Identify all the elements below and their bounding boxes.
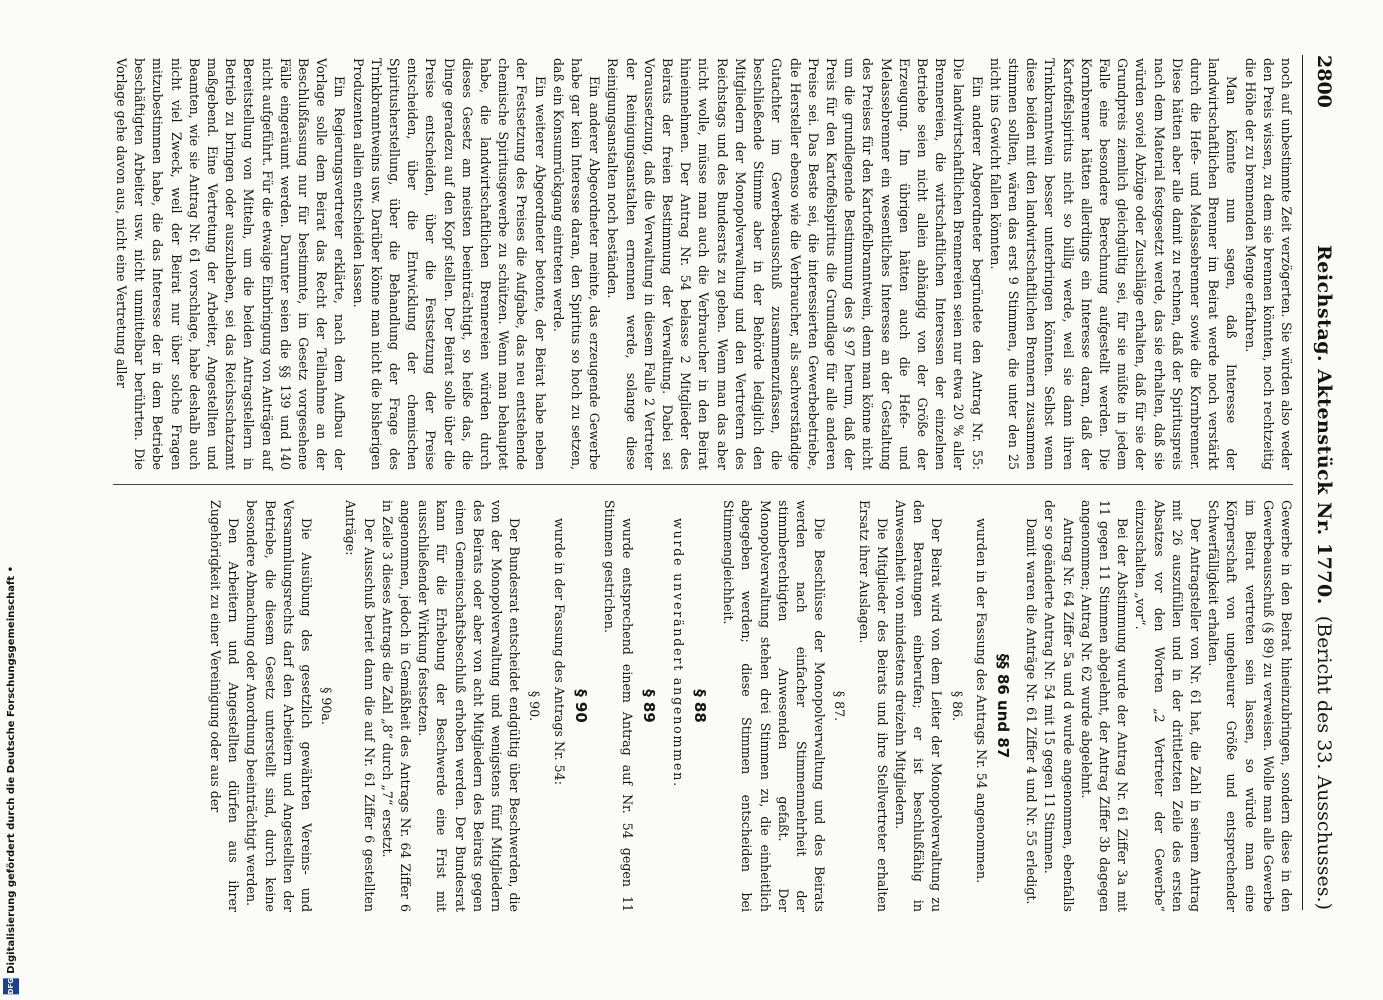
paragraph: Den Arbeitern und Angestellten dürfen aus ihrer Zugehörigkeit zu einer Vereinigung oder aus der	[208, 500, 242, 912]
paragraph: angenommen, jedoch in Gemäßheit des Antrags Nr. 64 Ziffer 6 in Zeile 3 dieses Antrags die Zahl „8“ durch „7“ ersetzt.	[379, 500, 414, 912]
page-title: Reichstag. Aktenstück Nr. 1770.	[1313, 245, 1335, 605]
right-column	[206, 500, 1295, 912]
section-result: wurde entsprechend einem Antrag auf Nr. 54 gegen 11 Stimmen gestrichen.	[602, 500, 636, 912]
section-heading-86-87: §§ 86 und 87	[993, 653, 1012, 759]
paragraph: Die Ausübung des gesetzlich gewährten Vereins- und Versammlungsrechts darf den Arbeitern und Angestellten der Betriebe, die diesem Gesetz unterstellt sind, durch keine besondere Abmachung oder Anordnung beeinträchtigt werden.	[244, 500, 315, 912]
paragraph: Ein Regierungsvertreter erklärte, nach dem Aufbau der Vorlage solle dem Beirat das Recht der Teilnahme an der Beschlußfassung nur für bestimmte, im Gesetz vorgesehene Fälle eingeräumt werden. Darunter seien die §§ 139 und 140 nicht aufgeführt. Für die etwaige Einbringung von Anträgen auf Bereitstellung von Mitteln, um die beiden Antragstellern in Betrieb zu bringen oder auszuheben, sei das Reichsschatzamt maßgebend. Eine Vertretung der Arbeiter, Angestellten und Beamten, wie sie Antrag Nr. 61 vorschlage, habe deshalb auch nicht viel Zweck, weil der Beirat nur über solche Fragen mitzubestimmen habe, die das Interesse der in dem Betriebe beschäftigten Arbeiter usw. nicht unmittelbar berührten. Die Vorlage gehe davon aus, nicht eine Vertretung aller	[114, 58, 348, 470]
paragraph: Der Antragsteller von Nr. 61 hat, die Zahl in seinem Antrag mit 26 auszufüllen und in der drittletzten Zeile des ersten Absatzes vor den Worten „2 Vertreter der Gewerbe“ einzuschalten „vor“.	[1133, 500, 1203, 912]
paragraph: Ein weiterer Abgeordneter betonte, der Beirat habe neben der Festsetzung des Preises die Aufgabe, das neu entstehende chemische Spiritusgewerbe zu schützen. Wenn man behauptet habe, die landwirtschaftlichen Brennereien würden durch dieses Gesetz am meisten beeinträchtigt, so heiße das, die Dinge geradezu auf den Kopf stellen. Der Beirat solle über die Preise entscheiden, über die Festsetzung der Preise entscheiden, über die Entwicklung der chemischen Spiritusherstellung, über die Behandlung der Frage des Trinkbranntweins usw. Darüber könne man nicht die bisherigen Produzenten allein entscheiden lassen.	[350, 58, 548, 470]
paragraph: Bei der Abstimmung wurde der Antrag Nr. 61 Ziffer 3a mit 11 gegen 11 Stimmen abgelehnt, der Antrag Ziffer 3b dagegen angenommen; Antrag Nr. 62 wurde abgelehnt.	[1078, 500, 1131, 912]
page-subtitle: (Bericht des 33. Ausschusses.)	[1313, 615, 1335, 910]
section-heading-89: § 89	[640, 689, 659, 723]
paragraph: Damit waren die Anträge Nr. 61 Ziffer 4 und Nr. 55 erledigt.	[1024, 518, 1040, 905]
paragraph: Man könnte nun sagen, daß Interesse der landwirtschaftlichen Brenner im Beirat werde noch verstärkt durch die Hefe- und Melassebrenner sowie die Kornbrenner. Diese hätten aber alle damit zu rechnen, daß der Spirituspreis nach dem Material festgesetzt werde, das sie erhalten, daß sie würden soviel Abzüge oder Zuschläge erhalten, daß für sie der Grundpreis ziemlich gleichgültig sei, für sie müßte in jedem Falle eine besondere Berechnung aufgestellt werden. Die Kornbrenner hätten allerdings ein Interesse daran, daß der Kartoffelspiritus nicht so billig werde, weil sie dann ihren Trinkbranntwein besser unterbringen könnten. Selbst wenn diese beiden mit den landwirtschaftlichen Brennern zusammen stimmen sollten, wären das erst 9 Stimmen, die unter den 25 nicht ins Gewicht fallen könnten.	[987, 58, 1240, 470]
paragraph-number: § 90.	[527, 690, 543, 722]
section-heading-88: § 88	[690, 689, 709, 723]
paragraph-number: § 86.	[949, 690, 965, 722]
paragraph: Der Bundesrat entscheidet endgültig über Beschwerden, die von der Monopolverwaltung und wenigstens fünf Mitgliedern des Beirats oder aber von acht Mitgliedern des Beirats gegen einen Gemeinschaftsbeschluß erhoben werden. Der Bundesrat kann für die Erhebung der Beschwerde eine Frist mit ausschließender Wirkung festsetzen.	[416, 500, 523, 912]
page-header	[1307, 55, 1335, 910]
header-rule	[1302, 55, 1303, 910]
section-result: wurde unverändert angenommen.	[670, 518, 686, 788]
section-result: wurde in der Fassung des Antrags Nr. 54:	[551, 518, 567, 785]
paragraph: Gewerbe in den Beirat hineinzubringen, sondern diese in den Gewerbeausschuß (§ 89) zu verweisen. Wolle man alle Gewerbe im Beirat vertreten sein lassen, so würde man eine Körperschaft von ungeheurer Größe und entsprechender Schwerfälligkeit erhalten.	[1206, 500, 1294, 912]
funding-note: Digitalisierung gefördert durch die Deutsche Forschungsgemeinschaft •	[5, 565, 17, 974]
paragraph-number: § 90a.	[319, 687, 335, 725]
paragraph: Ein anderer Abgeordneter meinte, das erzeugende Gewerbe habe gar kein Interesse daran, den Spiritus so hoch zu setzen, daß ein Konsumrückgang eintreten werde.	[550, 58, 603, 470]
column-divider	[113, 484, 1293, 485]
paragraph: Die Mitglieder des Beirats und ihre Stellvertreter erhalten Ersatz ihrer Auslagen.	[856, 500, 890, 912]
paragraph: Der Beirat wird von dem Leiter der Monopolverwaltung zu den Beratungen einberufen; er ist beschlußfähig in Anwesenheit von mindestens dreizehn Mitgliedern.	[892, 500, 945, 912]
digitization-stamp	[0, 565, 22, 994]
section-heading-90: § 90	[571, 689, 590, 723]
paragraph-number: § 87.	[832, 690, 848, 722]
paragraph: Antrag Nr. 64 Ziffer 5a und d wurde angenommen, ebenfalls der so geänderte Antrag Nr. 54 mit 15 gegen 11 Stimmen.	[1042, 500, 1076, 912]
paragraph: noch auf unbestimmte Zeit verzögerten. Sie würden also weder den Preis wissen, zu dem sie brennen könnten, noch rechtzeitig die Höhe der zu brennenden Menge erfahren.	[1242, 58, 1294, 470]
section-result: wurden in der Fassung des Antrags Nr. 54 angenommen.	[973, 518, 989, 884]
paragraph: Ein anderer Abgeordneter begründete den Antrag Nr. 55: Die landwirtschaftlichen Brennereien seien nur etwa 20 % aller Brennereien, die wirtschaftlichen Interessen der einzelnen Betriebe seien nicht allein abhängig von der Größe der Erzeugung. Im übrigen hätten auch die Hefe- und Melassebrenner ein wesentliches Interesse an der Gestaltung des Preises für den Kartoffelbranntwein, denn man könne nicht um die grundlegende Bestimmung des § 97 herum, daß der Preis für den Kartoffelspiritus die Grundlage für alle anderen Preise sei. Das Beste sei, die interessierten Gewerbebetriebe, die Hersteller ebenso wie die Verbraucher, als sachverständige Gutachter im Gewerbeausschuß zusammenzufassen, die beschließende Stimme aber in der Behörde lediglich den Mitgliedern der Monopolverwaltung und den Vertretern des Reichstags und des Bundesrats zu geben. Wenn man das aber nicht wolle, müsse man auch die Verbraucher in den Beirat hineinnehmen. Der Antrag Nr. 54 belasse 2 Mitglieder des Beirats der freien Bestimmung der Verwaltung. Dabei sei Voraussetzung, daß die Verwaltung in diesem Falle 2 Vertreter der Reinigungsanstalten ernennen werde, solange diese Reinigungsanstalten noch beständen.	[605, 58, 985, 470]
paragraph: Die Beschlüsse der Monopolverwaltung und des Beirats werden nach einfacher Stimmenmehrheit der stimmberechtigten Anwesenden gefaßt. Der Monopolverwaltung stehen drei Stimmen zu, die einheitlich abgegeben werden; diese Stimmen entscheiden bei Stimmengleichheit.	[721, 500, 828, 912]
paragraph: Der Ausschuß beriet dann die auf Nr. 61 Ziffer 6 gestellten Anträge:	[343, 500, 377, 912]
left-column	[112, 58, 1295, 470]
page-number: 2800	[1313, 55, 1335, 108]
dfg-logo-icon: DFG	[3, 978, 19, 994]
